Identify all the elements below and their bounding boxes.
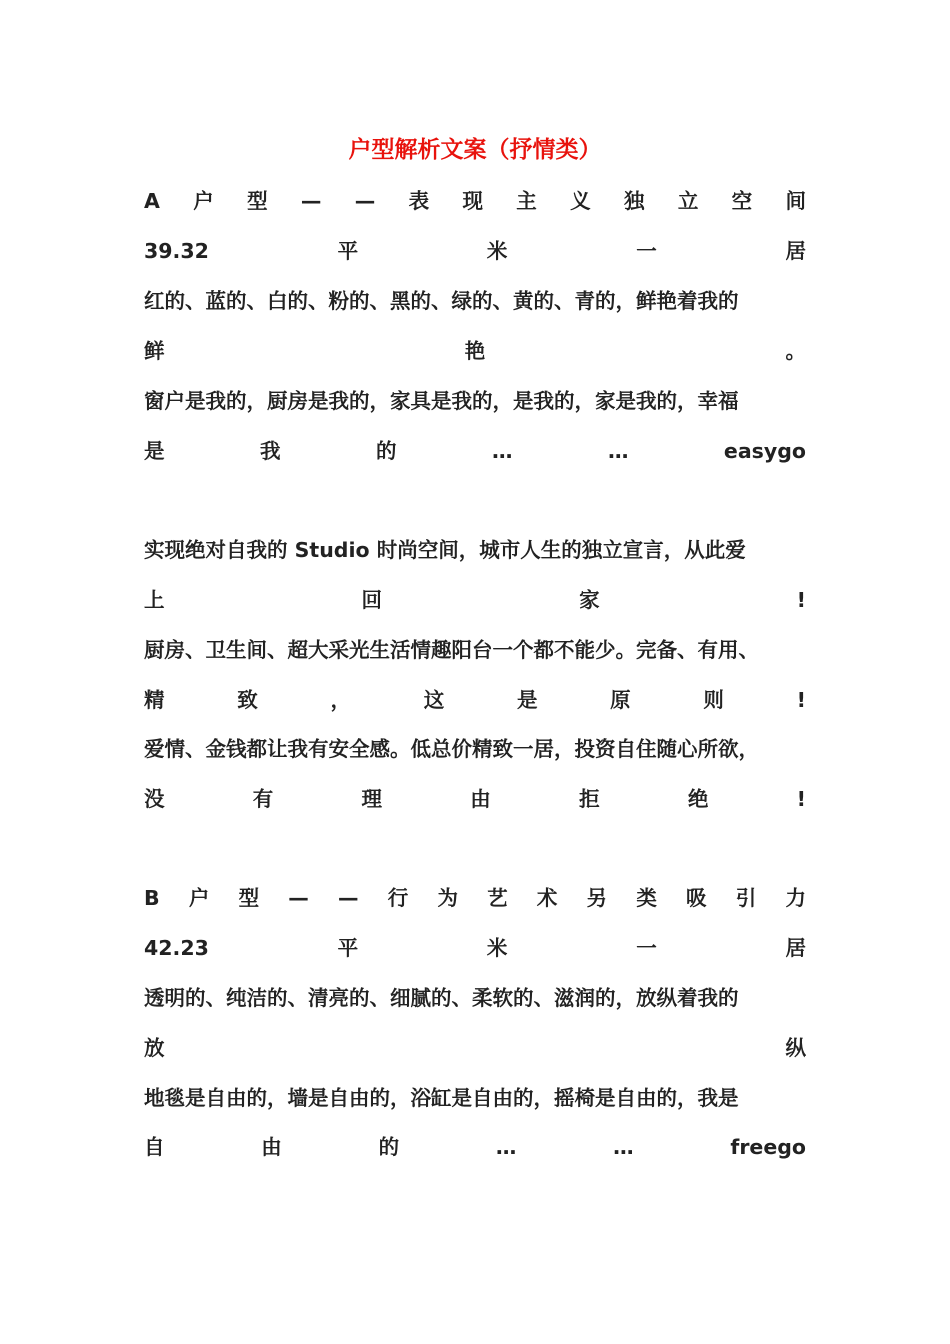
- word: 纵: [785, 1036, 806, 1060]
- word: easygo: [723, 439, 806, 463]
- word: A: [144, 189, 160, 213]
- word: 绝: [687, 787, 709, 811]
- word: !: [796, 588, 806, 612]
- word: freego: [730, 1135, 806, 1159]
- word: 的: [378, 1135, 400, 1159]
- word: 户: [193, 189, 214, 213]
- heading-type-a: [144, 176, 806, 226]
- word: 类: [636, 886, 657, 910]
- word: 平: [337, 239, 359, 263]
- word: 理: [361, 787, 383, 811]
- body-line: 红的、蓝的、白的、粉的、黑的、绿的、黄的、青的，鲜艳着我的: [144, 289, 739, 313]
- word: 精: [144, 688, 165, 712]
- word: 力: [785, 886, 806, 910]
- word: 米: [486, 936, 508, 960]
- word: 我: [259, 439, 281, 463]
- word: 原: [610, 688, 631, 712]
- body-line: 厨房、卫生间、超大采光生活情趣阳台一个都不能少。完备、有用、: [144, 638, 759, 662]
- word: …: [607, 439, 629, 463]
- word: 义: [570, 189, 591, 213]
- word: 艳: [464, 339, 486, 363]
- body-line: [144, 1122, 806, 1172]
- word: —: [300, 189, 322, 213]
- word: 独: [623, 189, 645, 213]
- word: 42.23: [144, 936, 209, 960]
- word: 放: [144, 1036, 165, 1060]
- word: 回: [361, 588, 383, 612]
- word: 致: [237, 688, 258, 712]
- word: 户: [188, 886, 210, 910]
- body-line: 透明的、纯洁的、清亮的、细腻的、柔软的、滋润的，放纵着我的: [144, 986, 739, 1010]
- word: 的: [375, 439, 397, 463]
- word: 吸: [686, 886, 707, 910]
- heading-type-b: [144, 873, 806, 923]
- body-line: 实现绝对自我的 Studio 时尚空间，城市人生的独立宣言，从此爱: [144, 538, 746, 562]
- body-line: [144, 675, 806, 725]
- body-line: [144, 575, 806, 625]
- word: 有: [252, 787, 274, 811]
- word: 一: [636, 936, 657, 960]
- word: 为: [437, 886, 458, 910]
- word: 型: [238, 886, 260, 910]
- word: …: [491, 439, 513, 463]
- word: 由: [470, 787, 491, 811]
- body-line: 爱情、金钱都让我有安全感。低总价精致一居，投资自住随心所欲，: [144, 737, 759, 761]
- word: 自: [144, 1135, 165, 1159]
- area-type-a: [144, 226, 806, 276]
- word: 家: [579, 588, 600, 612]
- word: 上: [144, 588, 165, 612]
- word: 行: [387, 886, 409, 910]
- body-line: [144, 1023, 806, 1073]
- word: 没: [144, 787, 165, 811]
- area-type-b: [144, 923, 806, 973]
- document-title: 户型解析文案（抒情类）: [348, 137, 602, 163]
- word: 拒: [579, 787, 600, 811]
- word: 39.32: [144, 239, 209, 263]
- word: 表: [408, 189, 430, 213]
- word: —: [288, 886, 309, 910]
- word: !: [796, 688, 806, 712]
- word: 米: [486, 239, 508, 263]
- word: 艺: [487, 886, 508, 910]
- word: 居: [785, 936, 806, 960]
- word: 主: [516, 189, 537, 213]
- word: 间: [785, 189, 806, 213]
- word: ，: [330, 688, 351, 712]
- word: 鲜: [144, 339, 165, 363]
- word: 型: [247, 189, 268, 213]
- word: 是: [516, 688, 538, 712]
- word: 是: [144, 439, 165, 463]
- word: 引: [735, 886, 757, 910]
- word: …: [495, 1135, 517, 1159]
- word: 现: [462, 189, 483, 213]
- word: 平: [337, 936, 359, 960]
- word: —: [354, 189, 376, 213]
- word: —: [338, 886, 359, 910]
- body-line: 窗户是我的，厨房是我的，家具是我的，是我的，家是我的，幸福: [144, 389, 739, 413]
- word: B: [144, 886, 160, 910]
- body-line: [144, 326, 806, 376]
- word: 由: [261, 1135, 282, 1159]
- body-line: [144, 774, 806, 824]
- body-line: 地毯是自由的，墙是自由的，浴缸是自由的，摇椅是自由的，我是: [144, 1086, 739, 1110]
- word: 另: [586, 886, 608, 910]
- word: 。: [785, 339, 806, 363]
- word: 空: [731, 189, 753, 213]
- word: 这: [423, 688, 445, 712]
- word: 居: [785, 239, 806, 263]
- word: …: [613, 1135, 634, 1159]
- word: 一: [636, 239, 657, 263]
- word: 术: [536, 886, 558, 910]
- body-line: [144, 426, 806, 476]
- word: !: [796, 787, 806, 811]
- word: 则: [703, 688, 724, 712]
- word: 立: [677, 189, 699, 213]
